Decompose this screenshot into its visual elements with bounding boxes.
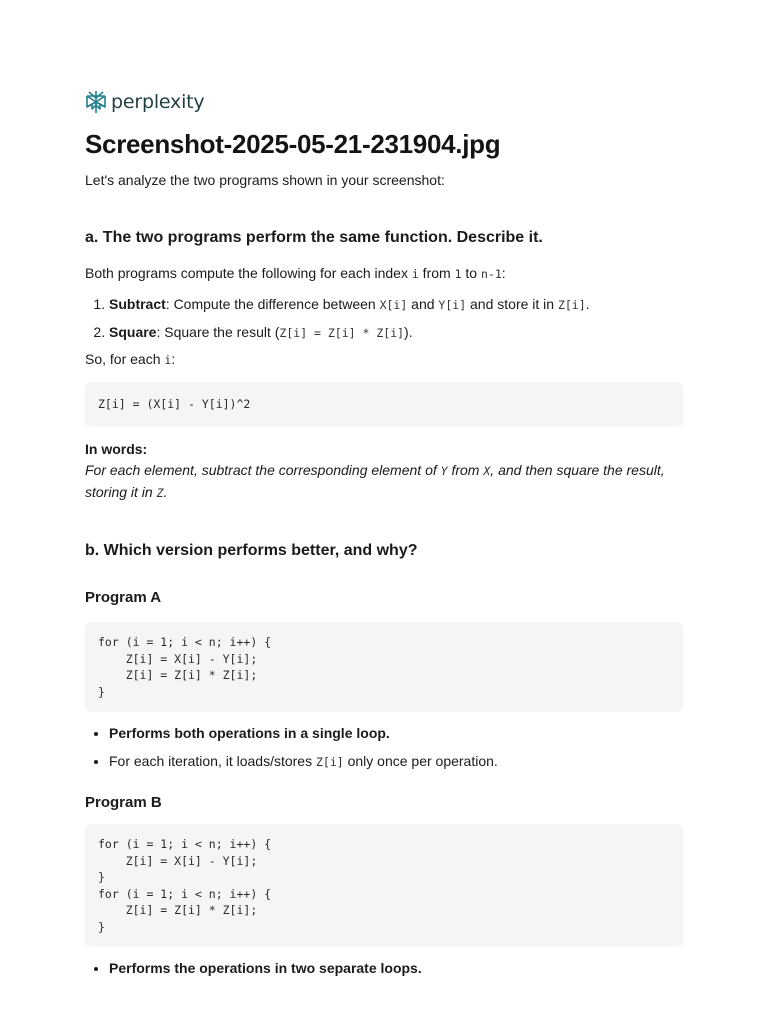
inline-code: Z[i] = Z[i] * Z[i]	[279, 326, 405, 340]
formula-code-block: Z[i] = (X[i] - Y[i])^2	[85, 382, 683, 427]
program-b-code-block: for (i = 1; i < n; i++) { Z[i] = X[i] - Y[i]; } for (i = 1; i < n; i++) { Z[i] = Z[i] * Z[i]; }	[85, 824, 683, 947]
page-title: Screenshot-2025-05-21-231904.jpg	[85, 129, 501, 159]
inline-code: X[i]	[379, 298, 408, 312]
list-item: • Performs both operations in a single loop.	[109, 723, 683, 744]
step-subtract: 1. Subtract: Compute the difference between X[i] and Y[i] and store it in Z[i].	[109, 294, 683, 316]
steps-list	[85, 294, 683, 344]
inline-code: Y	[440, 464, 448, 478]
inline-code: Z[i]	[316, 755, 344, 769]
in-words-label: In words:	[85, 441, 148, 457]
list-item: • Performs the operations in two separate loops.	[109, 958, 683, 979]
program-b-bullets	[85, 958, 683, 979]
section-a-heading: a. The two programs perform the same function. Describe it.	[85, 229, 543, 246]
logo-wordmark: perplexity	[111, 91, 205, 113]
inline-code: Z[i]	[557, 298, 586, 312]
so-for-each-text: So, for each i:	[85, 351, 176, 367]
inline-code: X	[483, 464, 491, 478]
intro-text: Let's analyze the two programs shown in your screenshot:	[85, 172, 445, 188]
inline-code: i	[164, 353, 172, 367]
inline-code: Z	[156, 486, 164, 500]
document-page	[85, 88, 683, 979]
inline-code: n-1	[480, 267, 502, 281]
perplexity-logo-icon	[85, 90, 107, 114]
program-b-title: Program B	[85, 794, 162, 811]
perplexity-logo	[85, 88, 683, 116]
in-words-text: For each element, subtract the corresponding element of Y from X, and then square the result, storing it in Z.	[85, 462, 665, 500]
program-a-title: Program A	[85, 589, 162, 606]
step-square: 2. Square: Square the result (Z[i] = Z[i] * Z[i]).	[109, 322, 683, 344]
program-a-code-block: for (i = 1; i < n; i++) { Z[i] = X[i] - Y[i]; Z[i] = Z[i] * Z[i]; }	[85, 622, 683, 712]
section-b-heading: b. Which version performs better, and why?	[85, 542, 418, 559]
inline-code: Y[i]	[438, 298, 467, 312]
program-a-bullets	[85, 723, 683, 773]
inline-code: 1	[454, 267, 462, 281]
section-a-paragraph: Both programs compute the following for each index i from 1 to n-1:	[85, 265, 506, 281]
inline-code: i	[411, 267, 419, 281]
list-item: • For each iteration, it loads/stores Z[i] only once per operation.	[109, 751, 683, 773]
